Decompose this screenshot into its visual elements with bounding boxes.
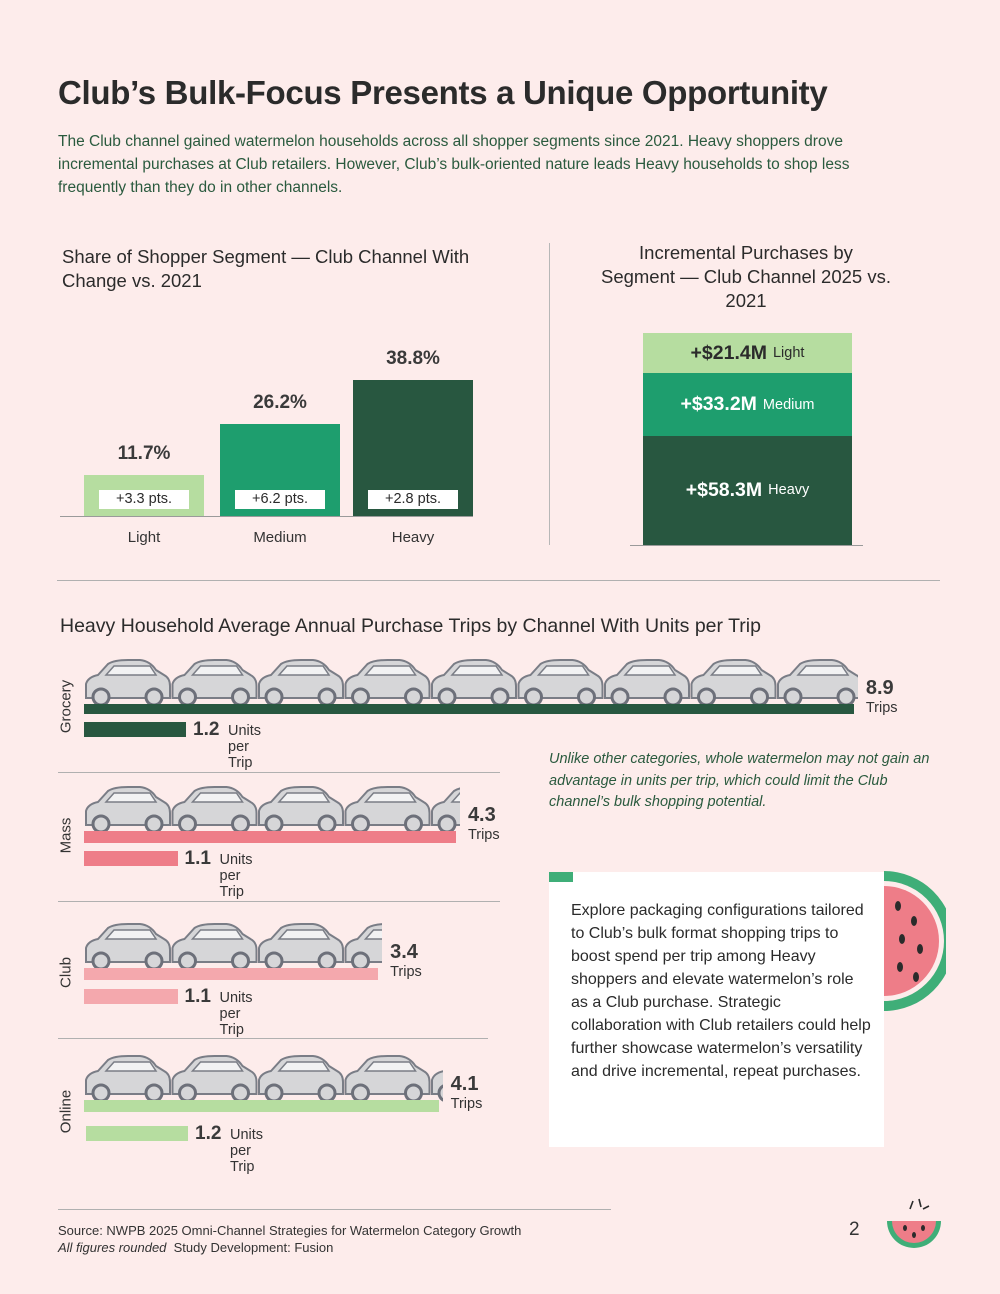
trips-label-club: Trips <box>390 964 422 980</box>
car-icon <box>692 660 776 705</box>
trips-value-grocery: 8.9 <box>865 677 894 699</box>
callout-text: Explore packaging configurations tailored to Club’s bulk format shopping trips to boost spend per trip among Heavy shoppers and elevate watermelon’s role as a Club purchase. Strategic collaboration with Club retailers could help further showcase watermelon’s versatility and drive incremental, repeat purchases. <box>571 902 871 1080</box>
row-divider-grocery <box>58 772 500 773</box>
section-divider <box>57 580 940 581</box>
cars-club <box>84 922 382 972</box>
row-divider-mass <box>58 901 500 902</box>
trips-value-online: 4.1 <box>450 1073 479 1095</box>
trips-value-club: 3.4 <box>390 941 418 963</box>
stack-label-medium: Medium <box>762 396 815 413</box>
stack-amount-medium: +$33.2M <box>680 393 757 416</box>
channel-label-club: Club <box>57 957 75 988</box>
change-label-heavy: +2.8 pts. <box>368 490 458 509</box>
trips-chart-title: Heavy Household Average Annual Purchase Trips by Channel With Units per Trip <box>60 615 761 637</box>
cars-online <box>84 1054 443 1104</box>
stack-amount-light: +$21.4M <box>690 341 767 364</box>
change-label-light: +3.3 pts. <box>99 490 189 509</box>
car-icon <box>86 924 170 969</box>
car-icon <box>259 1056 343 1101</box>
page-title: Club’s Bulk-Focus Presents a Unique Opportunity <box>58 74 828 111</box>
stack-label-light: Light <box>772 345 805 362</box>
car-icon <box>173 1056 257 1101</box>
stack-segment-heavy <box>643 436 852 545</box>
road-bar-club <box>84 968 378 980</box>
channel-label-online: Online <box>57 1089 75 1134</box>
units-label-club: Units per Trip <box>219 990 253 1038</box>
trips-label-mass: Trips <box>467 827 500 843</box>
stack-amount-heavy: +$58.3M <box>685 478 763 501</box>
car-icon <box>259 924 343 969</box>
units-value-club: 1.1 <box>184 986 211 1007</box>
car-icon <box>346 660 430 705</box>
bar-value-medium: 26.2% <box>253 392 307 414</box>
car-icon <box>432 787 460 832</box>
road-bar-online <box>84 1100 439 1112</box>
units-bar-online <box>86 1126 188 1141</box>
car-icon <box>346 924 383 969</box>
car-icon <box>86 660 170 705</box>
car-icon <box>259 787 343 832</box>
source-note <box>58 1222 521 1256</box>
channel-label-grocery: Grocery <box>57 679 75 734</box>
stack-segment-medium <box>643 373 852 435</box>
car-icon <box>259 660 343 705</box>
road-bar-grocery <box>84 704 854 714</box>
car-icon <box>173 787 257 832</box>
incremental-baseline <box>630 545 863 546</box>
car-icon <box>778 660 858 705</box>
units-label-grocery: Units per Trip <box>228 723 262 771</box>
vertical-divider <box>549 243 550 545</box>
car-icon <box>173 924 257 969</box>
car-icon <box>519 660 603 705</box>
trips-label-grocery: Trips <box>865 700 898 716</box>
category-label-medium: Medium <box>253 529 307 546</box>
car-icon <box>86 1056 170 1101</box>
car-icon <box>346 787 430 832</box>
callout-tab <box>549 872 573 882</box>
car-icon <box>346 1056 430 1101</box>
channel-label-mass: Mass <box>57 817 75 854</box>
row-divider-club <box>58 1038 488 1039</box>
category-label-light: Light <box>127 529 161 546</box>
trips-value-mass: 4.3 <box>467 804 496 826</box>
car-icon <box>432 660 516 705</box>
watermelon-logo-icon <box>883 1195 945 1255</box>
units-bar-grocery <box>84 722 186 737</box>
rounded-note: All figures rounded <box>58 1240 167 1255</box>
units-value-online: 1.2 <box>195 1123 222 1144</box>
units-label-mass: Units per Trip <box>219 852 253 900</box>
car-icon <box>605 660 689 705</box>
road-bar-mass <box>84 831 456 843</box>
change-label-medium: +6.2 pts. <box>235 490 325 509</box>
units-value-grocery: 1.2 <box>193 719 220 740</box>
bar-value-heavy: 38.8% <box>386 348 440 370</box>
stack-label-heavy: Heavy <box>768 482 810 499</box>
cars-mass <box>84 785 460 835</box>
units-label-online: Units per Trip <box>230 1127 264 1175</box>
units-bar-club <box>84 989 178 1004</box>
car-icon <box>173 660 257 705</box>
trips-label-online: Trips <box>450 1096 483 1112</box>
share-chart-title: Share of Shopper Segment — Club Channel With Change vs. 2021 <box>62 246 470 291</box>
bar-value-light: 11.7% <box>117 443 171 465</box>
incremental-chart-title: Incremental Purchases by Segment — Club Channel 2025 vs. 2021 <box>600 242 891 311</box>
cars-grocery <box>84 658 858 708</box>
source-text: Source: NWPB 2025 Omni-Channel Strategies for Watermelon Category Growth <box>58 1223 522 1238</box>
stack-segment-light <box>643 333 852 373</box>
share-baseline <box>60 516 473 517</box>
insight-note: Unlike other categories, whole watermelon may not gain an advantage in units per trip, which could limit the Club channel’s bulk shopping potential. <box>549 751 930 810</box>
page-number: 2 <box>849 1219 860 1240</box>
intro-paragraph: The Club channel gained watermelon households across all shopper segments since 2021. Heavy shoppers drove incremental purchases at Club retailers. However, Club’s bulk-oriented nature leads Heavy households to shop less frequently than they do in other channels. <box>58 133 850 196</box>
study-note: Study Development: Fusion <box>173 1240 334 1255</box>
units-bar-mass <box>84 851 178 866</box>
car-icon <box>86 787 170 832</box>
footer-divider <box>58 1209 611 1210</box>
units-value-mass: 1.1 <box>184 848 211 869</box>
category-label-heavy: Heavy <box>391 529 435 546</box>
car-icon <box>432 1056 443 1101</box>
